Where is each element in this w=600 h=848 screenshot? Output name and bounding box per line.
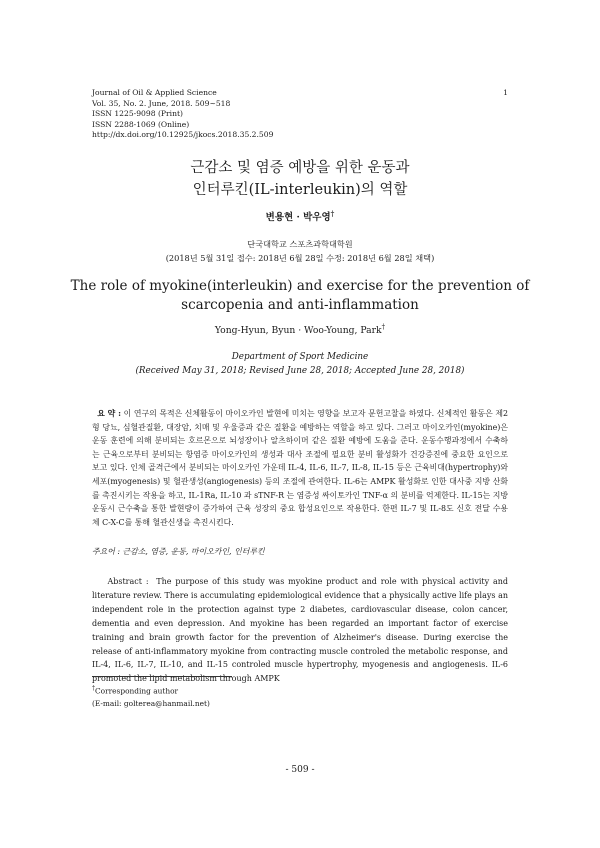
doi-link[interactable]: http://dx.doi.org/10.12925/jkocs.2018.35.2.509 xyxy=(92,130,274,140)
dates-korean: (2018년 5월 31일 접수: 2018년 6월 28일 수정: 2018년 6월 28일 채택) xyxy=(165,252,435,263)
institution-korean: 단국대학교 스포츠과학대학원 xyxy=(247,239,353,249)
dates-english: (Received May 31, 2018; Revised June 28, 2018; Accepted June 28, 2018) xyxy=(135,366,465,376)
footnote-corresponding xyxy=(92,683,210,698)
footnote-email: (E-mail: golterea@hanmail.net) xyxy=(92,698,210,708)
issn-print: ISSN 1225-9098 (Print) xyxy=(92,109,183,119)
footnote-divider xyxy=(92,676,232,677)
journal-volume: Vol. 35, No. 2. June, 2018. 509~518 xyxy=(92,98,231,108)
title-korean xyxy=(0,157,600,201)
authors-korean xyxy=(0,209,600,223)
title-english xyxy=(60,277,540,315)
authors-english-names: Yong-Hyun, Byun · Woo-Young, Park xyxy=(214,325,382,337)
affiliation-korean xyxy=(0,238,600,265)
journal-name: Journal of Oil & Applied Science xyxy=(92,88,217,97)
title-english-line2: scarcopenia and anti-inflammation xyxy=(181,297,419,313)
dagger-mark-en: † xyxy=(381,323,386,331)
title-english-line1: The role of myokine(interleukin) and exercise for the prevention of xyxy=(70,278,530,294)
keywords-korean: 주요어 : 근감소, 염증, 운동, 마이오카인, 인터루킨 xyxy=(92,547,265,556)
top-page-number: 1 xyxy=(503,88,508,97)
footnote-label: Corresponding author xyxy=(95,686,179,696)
abstract-korean-label: 요 약 : xyxy=(97,409,122,418)
authors-english xyxy=(0,323,600,336)
title-korean-line2: 인터루킨(IL-interleukin)의 역할 xyxy=(192,182,408,198)
abstract-korean-text: 이 연구의 목적은 신체활동이 마이오카인 발현에 미치는 영향을 보고자 문헌고찰을 하였다. 신체적인 활동은 제2형 당뇨, 심혈관질환, 대장암, 치매 및 우울증과 같은 질환을 예방하는 역할을 하고 있다. 그러고 마이오카인(myokine)은 운동 훈련에 의해 분비되는 호르몬으로 뇌성장이나 알츠하이머 같은 질환 예방에 도움을 준다. 운동수행과정에서 수축하는 근육으로부터 분비되는 항염증 마이오카인의 생성과 대사 조절에 필요한 분비 활성화가 건강증진에 중요한 요인으로 보고 있다. 인체 골격근에서 분비되는 마이오카인 가운데 IL-4, IL-6, IL-7, IL-8, IL-15 등은 근육비대(hypertrophy)와 세포(myogenesis) 및 혈관생성(angiogenesis) 등의 조절에 관여한다. IL-6는 AMPK 활성화로 인한 대사중 지방 산화를 촉진시키는 작용을 하고, IL-1Ra, IL-10 과 sTNF-R 는 염증성 싸이토카인 TNF-α 의 분비를 억제한다. IL-15는 지방 운동시 근수축을 통한 발현량이 증가하여 근육 성장의 중요 합성요인으로 작용한다. 한편 IL-7 및 IL-8도 신호 전달 수용체 C-X-C를 통해 혈관신생을 촉진시킨다. xyxy=(92,409,508,527)
abstract-english-label: Abstract : xyxy=(107,577,149,586)
abstract-english xyxy=(92,575,508,686)
abstract-english-text: The purpose of this study was myokine product and role with physical activity and literature review. There is accumulating epidemiological evidence that a physically active life plays an independent role in the protection against type 2 diabetes, cardiovascular disease, colon cancer, dementia and even depression. And myokine has been regarded an important factor of exercise training and brain growth factor for the prevention of Alzheimer's disease. During exercise the release of anti-inflammatory myokine from contracting muscle controled the metabolic response, and IL-4, IL-6, IL-7, IL-10, and IL-15 controled muscle hypertrophy, myogenesis and angiogenesis. IL-6 promoted the lipid metabolism through AMPK xyxy=(92,577,509,684)
footnote xyxy=(92,683,210,710)
footnote-dagger: † xyxy=(92,685,95,692)
department-english: Department of Sport Medicine xyxy=(231,352,369,362)
journal-info xyxy=(92,88,392,141)
page-footer-number: - 509 - xyxy=(285,765,315,775)
title-korean-line1: 근감소 및 염증 예방을 위한 운동과 xyxy=(190,160,410,176)
abstract-korean xyxy=(92,407,508,529)
authors-korean-names: 변용현 · 박우영 xyxy=(265,212,331,224)
issn-online: ISSN 2288-1069 (Online) xyxy=(92,119,190,129)
dagger-mark: † xyxy=(330,209,335,218)
department-english-block xyxy=(0,350,600,378)
